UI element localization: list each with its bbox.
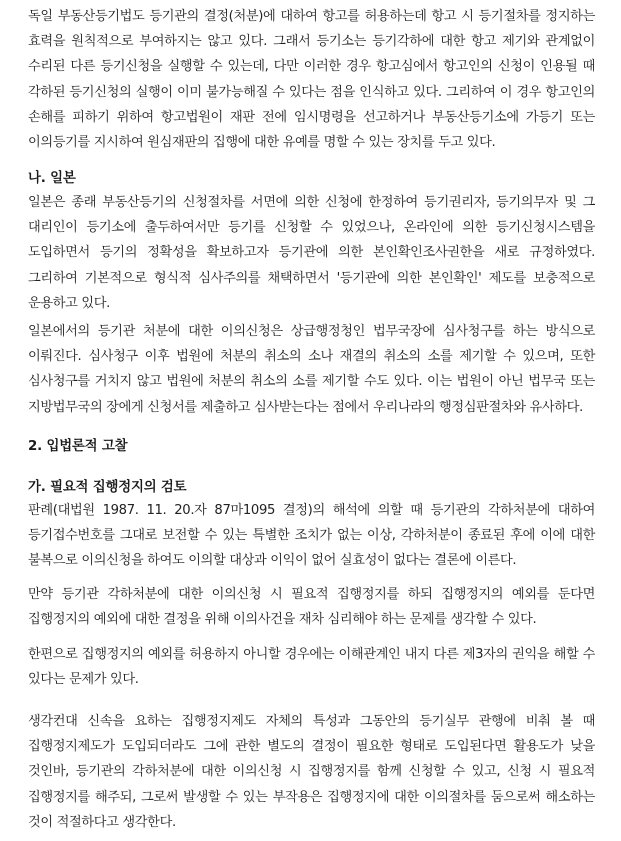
intro-paragraph: 독일 부동산등기법도 등기관의 결정(처분)에 대하여 항고를 허용하는데 항고 시 등기절차를 정지하는 효력을 원칙적으로 부여하지는 않고 있다. 그래서 등기소는 등기각하에 대한 항고 제기와 관계없이 수리된 다른 등기신청을 실행할 수 있는데, 다만 이러한 경우 항고심에서 항고인의 신청이 인용될 때 각하된 등기신청의 실행이 이미 불가능해질 수 있다는 점을 인식하고 있다. 그리하여 이 경우 항고인의 손해를 피하기 위하여 항고법원이 재판 전에 임시명령을 선고하거나 부동산등기소에 가등기 또는 이의등기를 지시하여 원심재판의 집행에 대한 유예를 명할 수 있는 장치를 두고 있다. <box>28 9 595 151</box>
japan-paragraph-1: 일본은 종래 부동산등기의 신청절차를 서면에 의한 신청에 한정하여 등기권리자, 등기의무자 및 그 대리인이 등기소에 출두하여서만 등기를 신청할 수 있었으나, 온라인에 의한 등기신청시스템을 도입하면서 등기의 정확성을 확보하고자 등기관에 의한 본인확인조사권한을 새로 규정하였다. 그리하여 기본적으로 형식적 심사주의를 채택하면서 '등기관에 의한 본인확인' 제도를 보충적으로 운용하고 있다. <box>28 195 595 311</box>
subsection-a-paragraph-4: 생각컨대 신속을 요하는 집행정지제도 자체의 특성과 그동안의 등기실무 관행에 비춰 볼 때 집행정지제도가 도입되더라도 그에 관한 별도의 결정이 필요한 형태로 도입된다면 활용도가 낮을 것인바, 등기관의 각하처분에 대한 이의신청 시 집행정지를 함께 신청할 수 있고, 신청 시 필요적 집행정지를 해주되, 그로써 발생할 수 있는 부작용은 집행정지에 대한 이의절차를 둠으로써 해소하는 것이 적절하다고 생각한다. <box>28 714 595 830</box>
japan-heading: 나. 일본 <box>28 171 76 186</box>
subsection-a-heading: 가. 필요적 집행정지의 검토 <box>28 480 187 495</box>
subsection-a-paragraph-3: 한편으로 집행정지의 예외를 허용하지 아니할 경우에는 이해관계인 내지 다른 제3자의 권익을 해할 수 있다는 문제가 있다. <box>28 647 595 688</box>
section-2-heading: 2. 입법론적 고찰 <box>28 439 128 454</box>
subsection-a-paragraph-1: 판례(대법원 1987. 11. 20.자 87마1095 결정)의 해석에 의할 때 등기관의 각하처분에 대하여 등기접수번호를 그대로 보전할 수 있는 특별한 조치가 없는 이상, 각하처분이 종료된 후에 이에 대한 불복으로 이의신청을 하여도 이의할 대상과 이익이 없어 실효성이 없다는 결론에 이른다. <box>28 503 595 569</box>
japan-paragraph-2: 일본에서의 등기관 처분에 대한 이의신청은 상급행정청인 법무국장에 심사청구를 하는 방식으로 이뤄진다. 심사청구 이후 법원에 처분의 취소의 소나 재결의 취소의 소를 제기할 수 있으며, 또한 심사청구를 거치지 않고 법원에 처분의 취소의 소를 제기할 수도 있다. 이는 법원이 아닌 법무국 또는 지방법무국의 장에게 신청서를 제출하고 심사받는다는 점에서 우리나라의 행정심판절차와 유사하다. <box>28 324 595 415</box>
subsection-a-paragraph-2: 만약 등기관 각하처분에 대한 이의신청 시 필요적 집행정지를 하되 집행정지의 예외를 둔다면 집행정지의 예외에 대한 결정을 위해 이의사건을 재차 심리해야 하는 문제를 생각할 수 있다. <box>28 587 595 628</box>
